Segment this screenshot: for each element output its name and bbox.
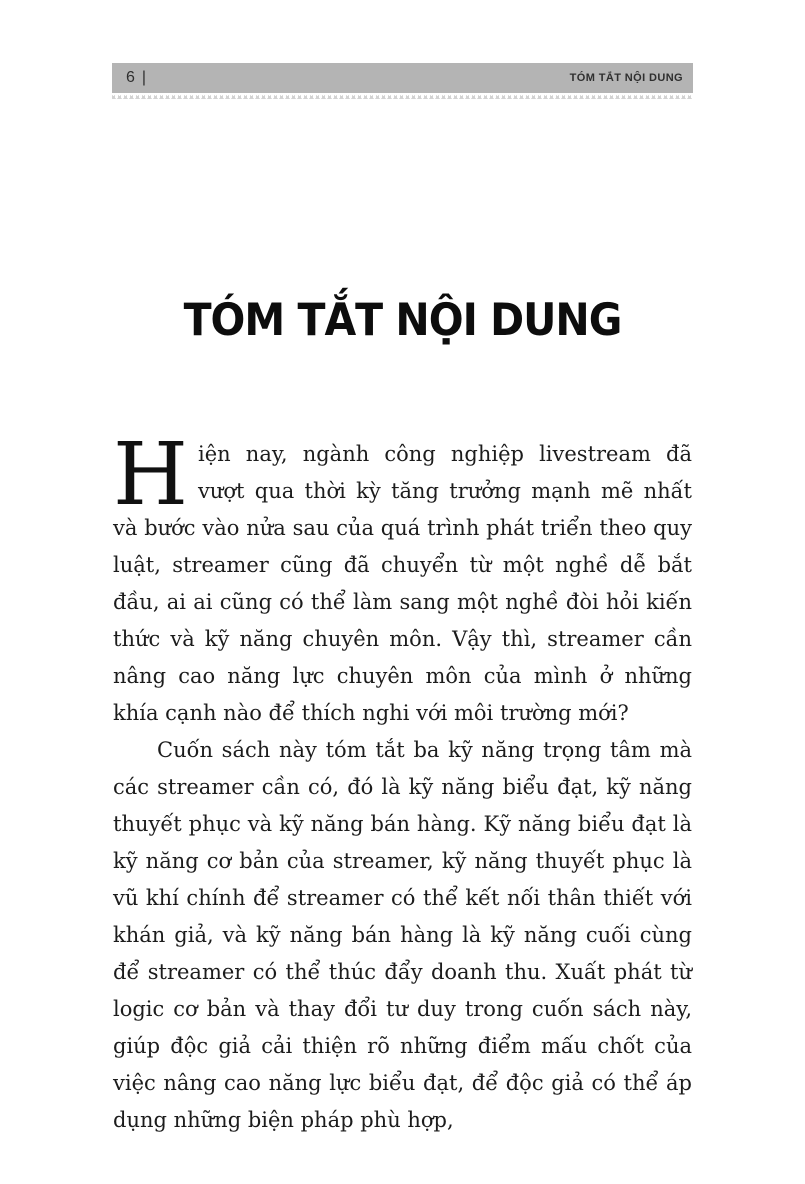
page-number: 6 bbox=[126, 69, 135, 86]
header-bar bbox=[112, 63, 693, 93]
chapter-title: TÓM TẮT NỘI DUNG bbox=[183, 294, 622, 346]
paragraph-1-text: iện nay, ngành công nghiệp livestream đã vượt qua thời kỳ tăng trưởng mạnh mẽ nhất và bước vào nửa sau của quá trình phát triển theo quy luật, streamer cũng đã chuyển từ một nghề dễ bắt đầu, ai ai cũng có thể làm sang một nghề đòi hỏi kiến thức và kỹ năng chuyên môn. Vậy thì, streamer cần nâng cao năng lực chuyên môn của mình ở những khía cạnh nào để thích nghi với môi trường mới? bbox=[113, 442, 692, 725]
body-text bbox=[113, 425, 692, 1139]
paragraph-1 bbox=[113, 425, 692, 732]
page-header bbox=[112, 63, 693, 99]
drop-cap: H bbox=[113, 425, 188, 525]
running-title: TÓM TẮT NỘI DUNG bbox=[569, 72, 683, 84]
header-separator: | bbox=[141, 69, 147, 86]
header-torn-edge bbox=[112, 93, 693, 99]
paragraph-2: Cuốn sách này tóm tắt ba kỹ năng trọng tâm mà các streamer cần có, đó là kỹ năng biểu đạt, kỹ năng thuyết phục và kỹ năng bán hàng. Kỹ năng biểu đạt là kỹ năng cơ bản của streamer, kỹ năng thuyết phục là vũ khí chính để streamer có thể kết nối thân thiết với khán giả, và kỹ năng bán hàng là kỹ năng cuối cùng để streamer có thể thúc đẩy doanh thu. Xuất phát từ logic cơ bản và thay đổi tư duy trong cuốn sách này, giúp độc giả cải thiện rõ những điểm mấu chốt của việc nâng cao năng lực biểu đạt, để độc giả có thể áp dụng những biện pháp phù hợp, bbox=[113, 738, 692, 1132]
